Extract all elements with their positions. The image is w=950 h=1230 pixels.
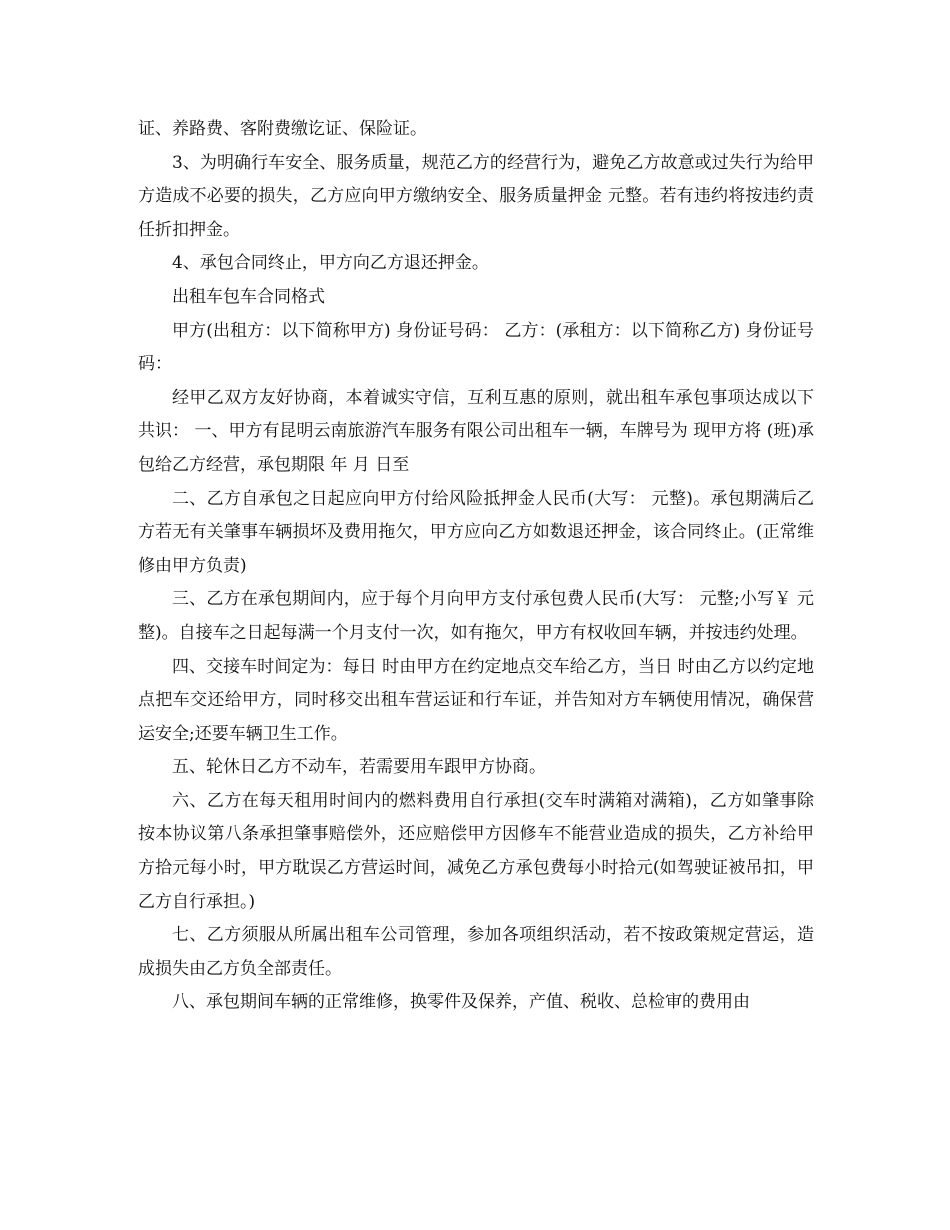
paragraph-clause-6: 六、乙方在每天租用时间内的燃料费用自行承担(交车时满箱对满箱)，乙方如肇事除按本协议第八条承担肇事赔偿外，还应赔偿甲方因修车不能营业造成的损失，乙方补给甲方拾元每小时，甲方耽误乙方营运时间，减免乙方承包费每小时拾元(如驾驶证被吊扣，甲乙方自行承担。) (138, 790, 814, 912)
paragraph-clause-5: 五、轮休日乙方不动车，若需要用车跟甲方协商。 (172, 757, 546, 778)
paragraph-clause-7: 七、乙方须服从所属出租车公司管理，参加各项组织活动，若不按政策规定营运，造成损失由乙方负全部责任。 (138, 925, 814, 979)
paragraph-clause-4: 四、交接车时间定为：每日 时由甲方在约定地点交车给乙方，当日 时由乙方以约定地点把车交还给甲方，同时移交出租车营运证和行车证，并告知对方车辆使用情况，确保营运安全;还要车辆卫生工作。 (138, 656, 814, 744)
paragraph-deposit-clause: 3、为明确行车安全、服务质量，规范乙方的经营行为，避免乙方故意或过失行为给甲方造成不必要的损失，乙方应向甲方缴纳安全、服务质量押金 元整。若有违约将按违约责任折扣押金。 (138, 152, 814, 240)
paragraph-clause-8: 八、承包期间车辆的正常维修，换零件及保养，产值、税收、总检审的费用由 (172, 992, 750, 1013)
paragraph-deposit-refund: 4、承包合同终止，甲方向乙方退还押金。 (172, 253, 489, 274)
document-body (138, 113, 814, 1020)
paragraph-continuation: 证、养路费、客附费缴讫证、保险证。 (138, 119, 427, 139)
paragraph-parties: 甲方(出租方：以下简称甲方) 身份证号码： 乙方：(承租方：以下简称乙方) 身份证号码： (138, 320, 814, 375)
paragraph-clause-2: 二、乙方自承包之日起应向甲方付给风险抵押金人民币(大写： 元整)。承包期满后乙方若无有关肇事车辆损坏及费用拖欠，甲方应向乙方如数退还押金，该合同终止。(正常维修由甲方负责) (138, 488, 814, 576)
paragraph-clause-1: 经甲乙双方友好协商，本着诚实守信，互利互惠的原则，就出租车承包事项达成以下共识： 一、甲方有昆明云南旅游汽车服务有限公司出租车一辆，车牌号为 现甲方将 (班)承包给乙方经营，承包期限 年 月 日至 (138, 387, 814, 475)
paragraph-clause-3: 三、乙方在承包期间内，应于每个月向甲方支付承包费人民币(大写： 元整;小写￥ 元整)。自接车之日起每满一个月支付一次，如有拖欠，甲方有权收回车辆，并按违约处理。 (138, 589, 814, 643)
section-heading: 出租车包车合同格式 (172, 286, 325, 307)
